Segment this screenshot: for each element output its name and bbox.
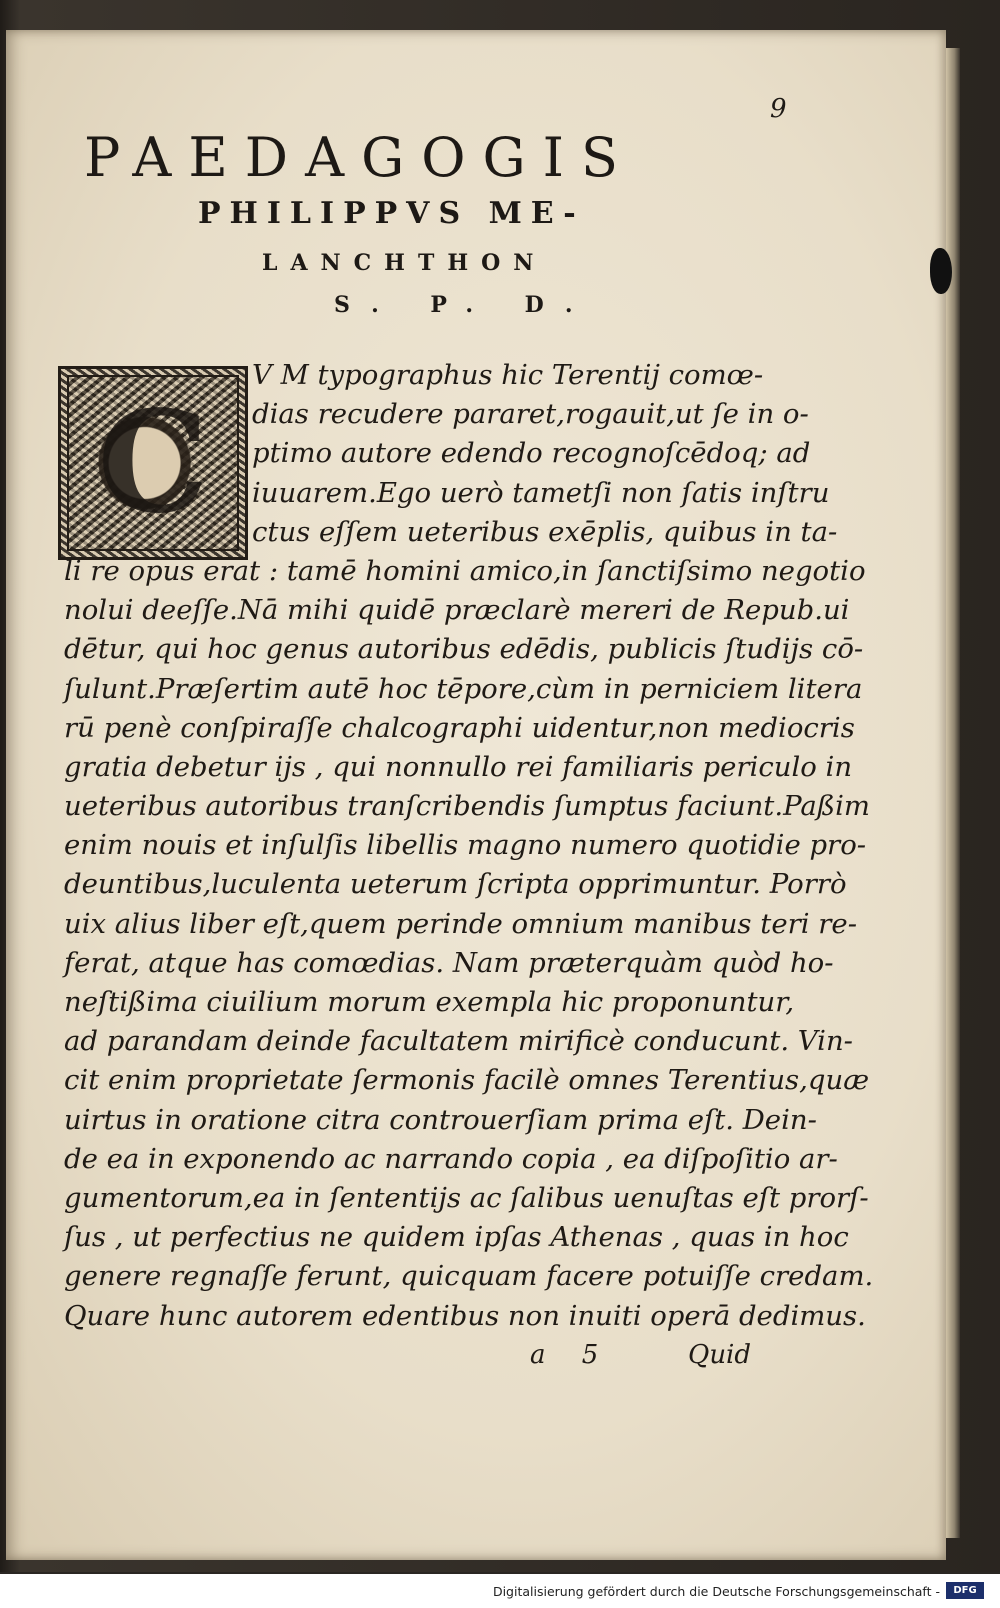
text-line: dētur, qui hoc genus autoribus edēdis, publicis ſtudijs cō- <box>64 633 864 666</box>
text-line: ctus eſſem ueteribus exēplis, quibus in ta- <box>252 515 838 548</box>
ink-blot <box>930 248 952 294</box>
text-line: nolui deeſſe.Nā mihi quidē præclarè mereri de Repub.ui <box>64 594 850 627</box>
text-line: ad parandam deinde facultatem mirificè conducunt. Vin- <box>64 1025 853 1058</box>
text-line: cit enim proprietate ſermonis facilè omnes Terentius,quæ <box>64 1064 870 1097</box>
folio-number: 9 <box>770 94 787 124</box>
text-line: genere regnaſſe ferunt, quicquam facere potuiſſe credam. <box>64 1260 874 1293</box>
text-line: neſtißima ciuilium morum exempla hic proponuntur, <box>64 986 795 1018</box>
text-line: li re opus erat : tamē homini amico,in ſanctiſsimo negotio <box>64 554 866 587</box>
text-line: gumentorum,ea in ſententijs ac ſalibus uenuſtas eſt prorſ- <box>64 1181 869 1214</box>
text-line: rū penè conſpiraſſe chalcographi uidentur,non mediocris <box>64 711 855 744</box>
text-line: enim nouis et inſulſis libellis magno numero quotidie pro- <box>64 829 867 862</box>
text-line: ueteribus autoribus tranſcribendis ſumptus faciunt.Paßim <box>64 790 870 823</box>
page-title: PAEDAGOGIS <box>84 126 635 189</box>
text-line: deuntibus,luculenta ueterum ſcripta opprimuntur. Porrò <box>64 868 847 901</box>
text-line: ſus , ut perfectius ne quidem ipſas Athenas , quas in hoc <box>64 1221 849 1254</box>
text-line: ptimo autore edendo recognoſcēdoq; ad <box>252 437 811 470</box>
text-line: de ea in exponendo ac narrando copia , ea diſpoſitio ar- <box>64 1142 838 1175</box>
footer-credit: Digitalisierung gefördert durch die Deutsche Forschungsgemeinschaft - <box>492 1584 940 1599</box>
text-line: dias recudere pararet,rogauit,ut ſe in o- <box>252 398 809 431</box>
text-line: Quare hunc autorem edentibus non inuiti operā dedimus. <box>64 1299 866 1332</box>
subtitle-author-1: PHILIPPVS ME- <box>198 196 585 231</box>
text-line: V M typographus hic Terentij comœ- <box>252 359 764 391</box>
dfg-logo: DFG <box>946 1582 984 1599</box>
body-text <box>64 356 874 1336</box>
digitization-footer <box>0 1574 1000 1608</box>
text-line: uirtus in oratione citra controuerſiam prima eſt. Dein- <box>64 1103 817 1136</box>
initial-letter: C <box>97 381 209 545</box>
signature-mark: a 5 <box>530 1340 613 1370</box>
subtitle-salutation: S. P. D. <box>334 292 595 318</box>
text-line: ferat, atque has comœdias. Nam præterquàm quòd ho- <box>64 946 834 979</box>
text-line: gratia debetur ijs , qui nonnullo rei familiaris periculo in <box>64 750 853 783</box>
text-line: uix alius liber eſt,quem perinde omnium manibus teri re- <box>64 907 858 940</box>
subtitle-author-2: LANCHTHON <box>262 250 547 276</box>
text-line: ſulunt.Præſertim autē hoc tēpore,cùm in perniciem litera <box>64 672 863 705</box>
text-line: iuuarem.Ego uerò tametſi non ſatis inſtru <box>252 476 830 509</box>
catchword: Quid <box>688 1340 752 1370</box>
